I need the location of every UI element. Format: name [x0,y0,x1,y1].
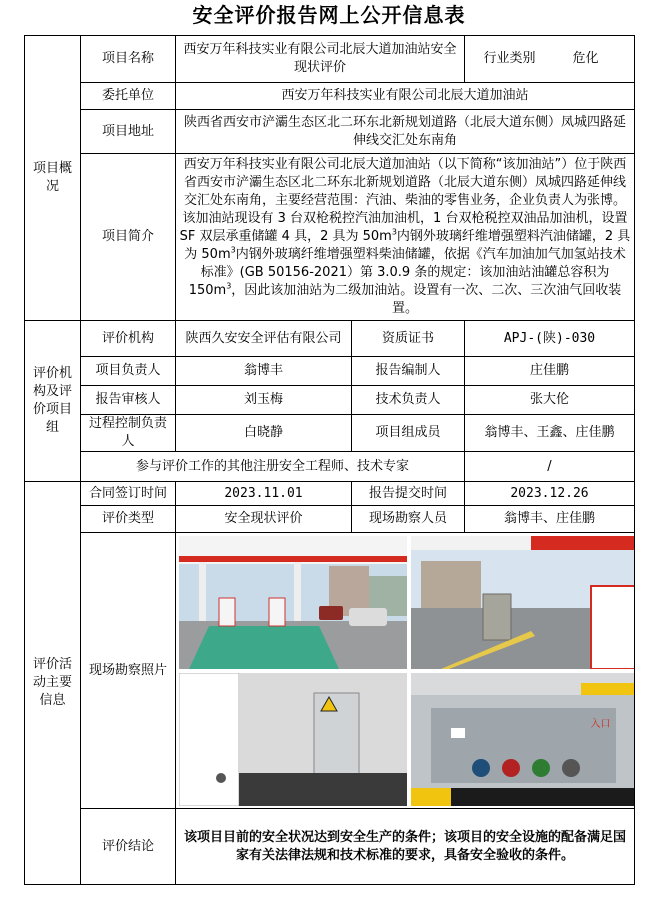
photo-valve-box [411,673,635,806]
photos-label: 现场勘察照片 [81,533,176,809]
site-label: 现场勘察人员 [352,506,465,533]
agency-value: 陕西久安安全评估有限公司 [176,321,352,357]
photo-equipment-room [179,673,407,806]
client-label: 委托单位 [81,83,176,110]
cert-value: APJ-(陕)-030 [465,321,635,357]
leader-value: 翁博丰 [176,357,352,386]
writer-value: 庄佳鹏 [465,357,635,386]
members-label: 项目组成员 [352,415,465,452]
conclusion-label: 评价结论 [81,809,176,885]
client-value: 西安万年科技实业有限公司北辰大道加油站 [176,83,635,110]
process-label: 过程控制负责人 [81,415,176,452]
reviewer-value: 刘玉梅 [176,386,352,415]
writer-label: 报告编制人 [352,357,465,386]
project-name-label: 项目名称 [81,36,176,83]
intro-label: 项目简介 [81,154,176,321]
info-table [24,35,635,885]
intro-value: 西安万年科技实业有限公司北辰大道加油站（以下简称“该加油站”）位于陕西省西安市浐灞生态区北二环东北新规划道路（北辰大道东侧）凤城四路延伸线交汇处东南角，主要经营范围：汽油、柴油的零售业务，企业负责人为张博。该加油站现设有 3 台双枪税控汽油加油机，1 台双枪税控双油品加油机，设置 SF 双层承重储罐 4 具，2 具为 $50m^3$内钢外玻璃纤维增强塑料汽油储罐，2 具为 $50m^3$内钢外玻璃纤维增强塑料柴油储罐，依据《汽车加油加气加氢站技术标准》(GB 50156-2021）第 3.0.9 条的规定：该加油站油罐总容积为 $150m^3$，因此该加油站为二级加油站。设置有一次、二次、三次油气回收装置。 [176,154,635,321]
contract-value: 2023.11.01 [176,482,352,506]
members-value: 翁博丰、王鑫、庄佳鹏 [465,415,635,452]
conclusion-value: 该项目目前的安全状况达到安全生产的条件；该项目的安全设施的配备满足国家有关法律法规和技术标准的要求，具备安全验收的条件。 [176,809,635,885]
others-value: / [465,452,635,482]
photos-cell [176,533,635,809]
industry-value: 危化 [572,51,599,66]
tech-label: 技术负责人 [352,386,465,415]
leader-label: 项目负责人 [81,357,176,386]
project-name-value: 西安万年科技实业有限公司北辰大道加油站安全现状评价 [176,36,465,83]
tech-value: 张大伦 [465,386,635,415]
others-label: 参与评价工作的其他注册安全工程师、技术专家 [81,452,465,482]
address-value: 陕西省西安市浐灞生态区北二环东北新规划道路（北辰大道东侧）凤城四路延伸线交汇处东南角 [176,110,635,154]
page-title: 安全评价报告网上公开信息表 [192,3,466,27]
type-value: 安全现状评价 [176,506,352,533]
contract-label: 合同签订时间 [81,482,176,506]
submit-label: 报告提交时间 [352,482,465,506]
section-org: 评价机构及评价项目组 [25,321,81,482]
address-label: 项目地址 [81,110,176,154]
industry-label: 行业类别 [483,51,536,66]
entrance-sign: 入口 [590,718,611,730]
process-value: 白晓静 [176,415,352,452]
agency-label: 评价机构 [81,321,176,357]
cert-label: 资质证书 [352,321,465,357]
type-label: 评价类型 [81,506,176,533]
photo-station-forecourt [179,536,407,669]
site-value: 翁博丰、庄佳鹏 [465,506,635,533]
reviewer-label: 报告审核人 [81,386,176,415]
submit-value: 2023.12.26 [465,482,635,506]
section-activity: 评价活动主要信息 [25,482,81,885]
section-project: 项目概况 [25,36,81,321]
photo-entrance [411,536,635,669]
industry-cell [465,36,635,83]
